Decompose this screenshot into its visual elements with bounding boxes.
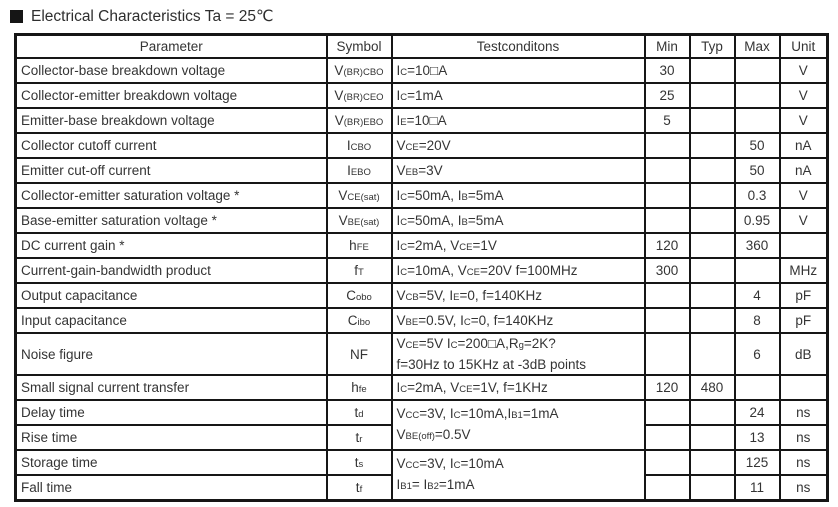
symbol-cell: V(BR)EBO — [327, 108, 392, 133]
param-cell: Fall time — [16, 475, 327, 501]
symbol-cell: td — [327, 400, 392, 425]
table-row — [16, 183, 828, 208]
max-cell: 0.95 — [735, 208, 780, 233]
table-row — [16, 258, 828, 283]
conditions-cell: IC=2mA, VCE=1V, f=1KHz — [392, 375, 645, 400]
conditions-cell: IE=10□A — [392, 108, 645, 133]
min-cell — [645, 158, 690, 183]
max-cell — [735, 108, 780, 133]
conditions-cell: VCE=20V — [392, 133, 645, 158]
param-cell: Input capacitance — [16, 308, 327, 333]
param-cell: Storage time — [16, 450, 327, 475]
param-cell: DC current gain * — [16, 233, 327, 258]
typ-cell — [690, 133, 735, 158]
typ-cell — [690, 308, 735, 333]
symbol-cell: tf — [327, 475, 392, 501]
unit-cell: ns — [780, 475, 828, 501]
col-header-conditions: Testconditons — [392, 35, 645, 59]
param-cell: Collector-emitter breakdown voltage — [16, 83, 327, 108]
table-row — [16, 400, 828, 425]
unit-cell: nA — [780, 133, 828, 158]
conditions-cell — [392, 333, 645, 375]
conditions-line: IB1= IB2=1mA — [396, 477, 475, 492]
conditions-cell: VBE=0.5V, IC=0, f=140KHz — [392, 308, 645, 333]
conditions-cell: IC=2mA, VCE=1V — [392, 233, 645, 258]
symbol-cell: V(BR)CBO — [327, 58, 392, 83]
table-row — [16, 233, 828, 258]
min-cell: 120 — [645, 233, 690, 258]
param-cell: Base-emitter saturation voltage * — [16, 208, 327, 233]
param-cell: Small signal current transfer — [16, 375, 327, 400]
table-row — [16, 450, 828, 475]
table-row — [16, 83, 828, 108]
conditions-cell: IC=10□A — [392, 58, 645, 83]
param-cell: Emitter-base breakdown voltage — [16, 108, 327, 133]
conditions-line: VBE(off)=0.5V — [396, 427, 471, 442]
min-cell — [645, 425, 690, 450]
col-header-min: Min — [645, 35, 690, 59]
conditions-cell: IC=50mA, IB=5mA — [392, 183, 645, 208]
max-cell: 8 — [735, 308, 780, 333]
table-row — [16, 375, 828, 400]
max-cell: 6 — [735, 333, 780, 375]
max-cell: 125 — [735, 450, 780, 475]
section-title: Electrical Characteristics Ta = 25℃ — [31, 8, 274, 25]
col-header-max: Max — [735, 35, 780, 59]
unit-cell — [780, 375, 828, 400]
param-cell: Output capacitance — [16, 283, 327, 308]
conditions-line: VCE=5V IC=200□A,Rg=2K? — [396, 336, 556, 351]
symbol-cell: ts — [327, 450, 392, 475]
table-row — [16, 158, 828, 183]
conditions-cell-merged — [392, 450, 645, 501]
min-cell: 300 — [645, 258, 690, 283]
unit-cell: pF — [780, 308, 828, 333]
conditions-line: f=30Hz to 15KHz at -3dB points — [396, 357, 586, 372]
unit-cell: V — [780, 58, 828, 83]
typ-cell — [690, 108, 735, 133]
typ-cell — [690, 450, 735, 475]
max-cell: 24 — [735, 400, 780, 425]
typ-cell — [690, 58, 735, 83]
col-header-parameter: Parameter — [16, 35, 327, 59]
min-cell — [645, 133, 690, 158]
typ-cell — [690, 233, 735, 258]
unit-cell: V — [780, 208, 828, 233]
max-cell — [735, 375, 780, 400]
typ-cell — [690, 183, 735, 208]
symbol-cell: Cibo — [327, 308, 392, 333]
table-row — [16, 58, 828, 83]
symbol-cell: ICBO — [327, 133, 392, 158]
table-row — [16, 208, 828, 233]
unit-cell: dB — [780, 333, 828, 375]
unit-cell: V — [780, 83, 828, 108]
symbol-cell: fT — [327, 258, 392, 283]
symbol-cell: Cobo — [327, 283, 392, 308]
symbol-cell: V(BR)CEO — [327, 83, 392, 108]
max-cell: 13 — [735, 425, 780, 450]
max-cell — [735, 258, 780, 283]
min-cell — [645, 333, 690, 375]
section-title-row — [0, 0, 838, 33]
typ-cell — [690, 333, 735, 375]
unit-cell: pF — [780, 283, 828, 308]
symbol-cell: hFE — [327, 233, 392, 258]
typ-cell — [690, 208, 735, 233]
param-cell: Current-gain-bandwidth product — [16, 258, 327, 283]
min-cell — [645, 400, 690, 425]
min-cell: 30 — [645, 58, 690, 83]
min-cell — [645, 208, 690, 233]
black-square-icon — [10, 10, 23, 23]
unit-cell: V — [780, 108, 828, 133]
param-cell: Collector-base breakdown voltage — [16, 58, 327, 83]
param-cell: Delay time — [16, 400, 327, 425]
min-cell — [645, 475, 690, 501]
min-cell — [645, 283, 690, 308]
max-cell — [735, 83, 780, 108]
max-cell: 50 — [735, 133, 780, 158]
min-cell — [645, 450, 690, 475]
unit-cell: MHz — [780, 258, 828, 283]
symbol-cell: VBE(sat) — [327, 208, 392, 233]
symbol-cell: IEBO — [327, 158, 392, 183]
max-cell: 360 — [735, 233, 780, 258]
table-row — [16, 108, 828, 133]
conditions-cell: IC=50mA, IB=5mA — [392, 208, 645, 233]
max-cell: 4 — [735, 283, 780, 308]
conditions-cell: VCB=5V, IE=0, f=140KHz — [392, 283, 645, 308]
typ-cell — [690, 475, 735, 501]
table-row — [16, 308, 828, 333]
typ-cell — [690, 158, 735, 183]
unit-cell — [780, 233, 828, 258]
electrical-characteristics-table — [14, 33, 829, 502]
param-cell: Rise time — [16, 425, 327, 450]
unit-cell: ns — [780, 425, 828, 450]
param-cell: Emitter cut-off current — [16, 158, 327, 183]
typ-cell — [690, 425, 735, 450]
col-header-unit: Unit — [780, 35, 828, 59]
symbol-cell: hfe — [327, 375, 392, 400]
min-cell: 25 — [645, 83, 690, 108]
conditions-cell: IC=10mA, VCE=20V f=100MHz — [392, 258, 645, 283]
symbol-cell: VCE(sat) — [327, 183, 392, 208]
unit-cell: ns — [780, 450, 828, 475]
typ-cell — [690, 258, 735, 283]
conditions-cell: VEB=3V — [392, 158, 645, 183]
max-cell: 0.3 — [735, 183, 780, 208]
col-header-symbol: Symbol — [327, 35, 392, 59]
param-cell: Noise figure — [16, 333, 327, 375]
max-cell — [735, 58, 780, 83]
conditions-line: VCC=3V, IC=10mA,IB1=1mA — [396, 406, 559, 421]
typ-cell — [690, 283, 735, 308]
symbol-cell: tr — [327, 425, 392, 450]
conditions-cell: IC=1mA — [392, 83, 645, 108]
table-row — [16, 283, 828, 308]
typ-cell — [690, 83, 735, 108]
conditions-cell-merged — [392, 400, 645, 450]
unit-cell: V — [780, 183, 828, 208]
max-cell: 50 — [735, 158, 780, 183]
typ-cell: 480 — [690, 375, 735, 400]
table-row — [16, 333, 828, 375]
table-row — [16, 133, 828, 158]
min-cell: 120 — [645, 375, 690, 400]
conditions-line: VCC=3V, IC=10mA — [396, 456, 504, 471]
symbol-cell: NF — [327, 333, 392, 375]
unit-cell: ns — [780, 400, 828, 425]
min-cell — [645, 308, 690, 333]
min-cell — [645, 183, 690, 208]
typ-cell — [690, 400, 735, 425]
max-cell: 11 — [735, 475, 780, 501]
param-cell: Collector cutoff current — [16, 133, 327, 158]
unit-cell: nA — [780, 158, 828, 183]
param-cell: Collector-emitter saturation voltage * — [16, 183, 327, 208]
min-cell: 5 — [645, 108, 690, 133]
header-row — [16, 35, 828, 59]
col-header-typ: Typ — [690, 35, 735, 59]
